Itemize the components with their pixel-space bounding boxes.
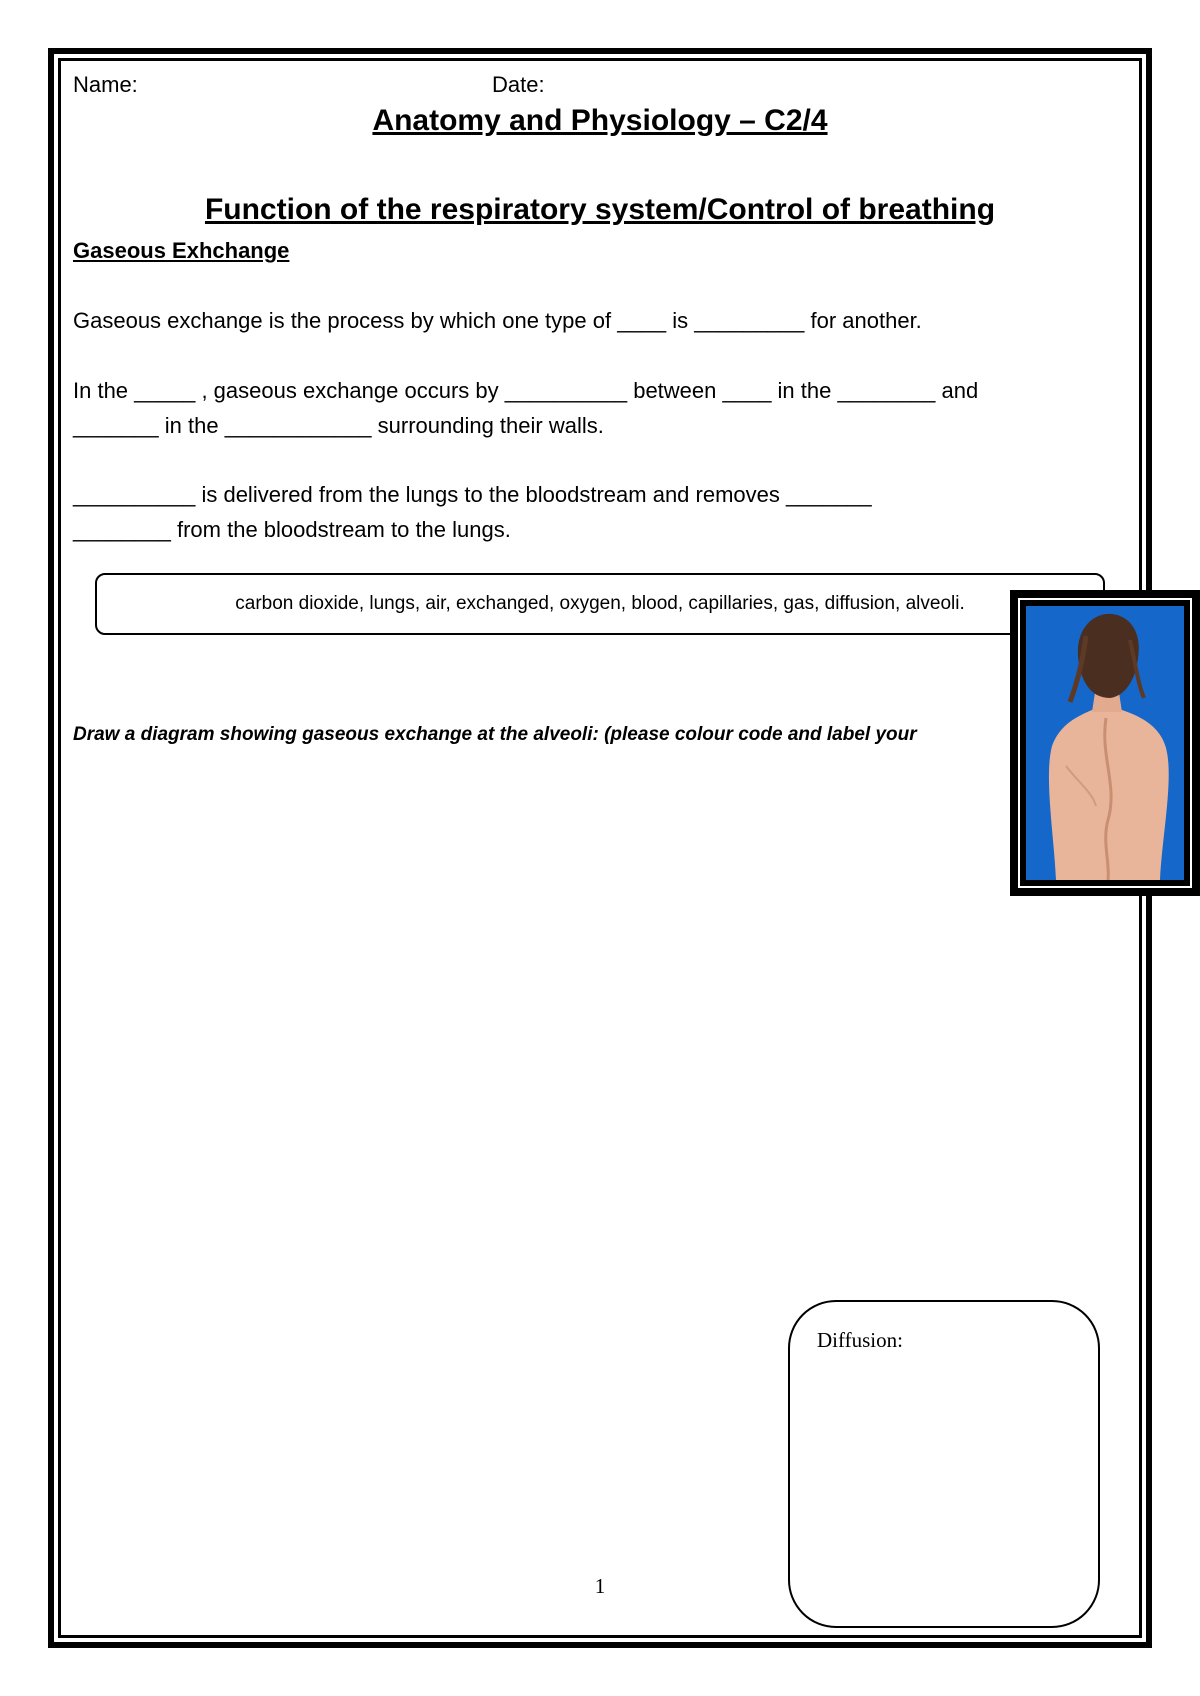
- posture-photo: [1010, 590, 1200, 896]
- person-back-image: [1026, 606, 1184, 880]
- diffusion-label: Diffusion:: [817, 1328, 903, 1352]
- paragraph-1: Gaseous exchange is the process by which one type of ____ is _________ for another.: [73, 308, 922, 333]
- subheading-gaseous-exchange: Gaseous Exhchange: [73, 238, 290, 263]
- word-bank-text: carbon dioxide, lungs, air, exchanged, oxygen, blood, capillaries, gas, diffusion, alveoli.: [235, 593, 965, 614]
- paragraph-2-line-2: _______ in the ____________ surrounding their walls.: [73, 413, 604, 438]
- date-label: Date:: [492, 72, 545, 97]
- main-title: Anatomy and Physiology – C2/4: [372, 104, 828, 137]
- diagram-instruction: Draw a diagram showing gaseous exchange at the alveoli: (please colour code and label your: [73, 724, 917, 745]
- paragraph-2-line-1: In the _____ , gaseous exchange occurs by __________ between ____ in the ________ and: [73, 378, 979, 403]
- name-label: Name:: [73, 72, 138, 97]
- page-number: 1: [594, 1574, 606, 1598]
- paragraph-3-line-1: __________ is delivered from the lungs to the bloodstream and removes _______: [73, 482, 872, 507]
- section-title: Function of the respiratory system/Control of breathing: [204, 193, 996, 226]
- word-bank-box: [95, 573, 1105, 635]
- paragraph-3-line-2: ________ from the bloodstream to the lungs.: [73, 517, 511, 542]
